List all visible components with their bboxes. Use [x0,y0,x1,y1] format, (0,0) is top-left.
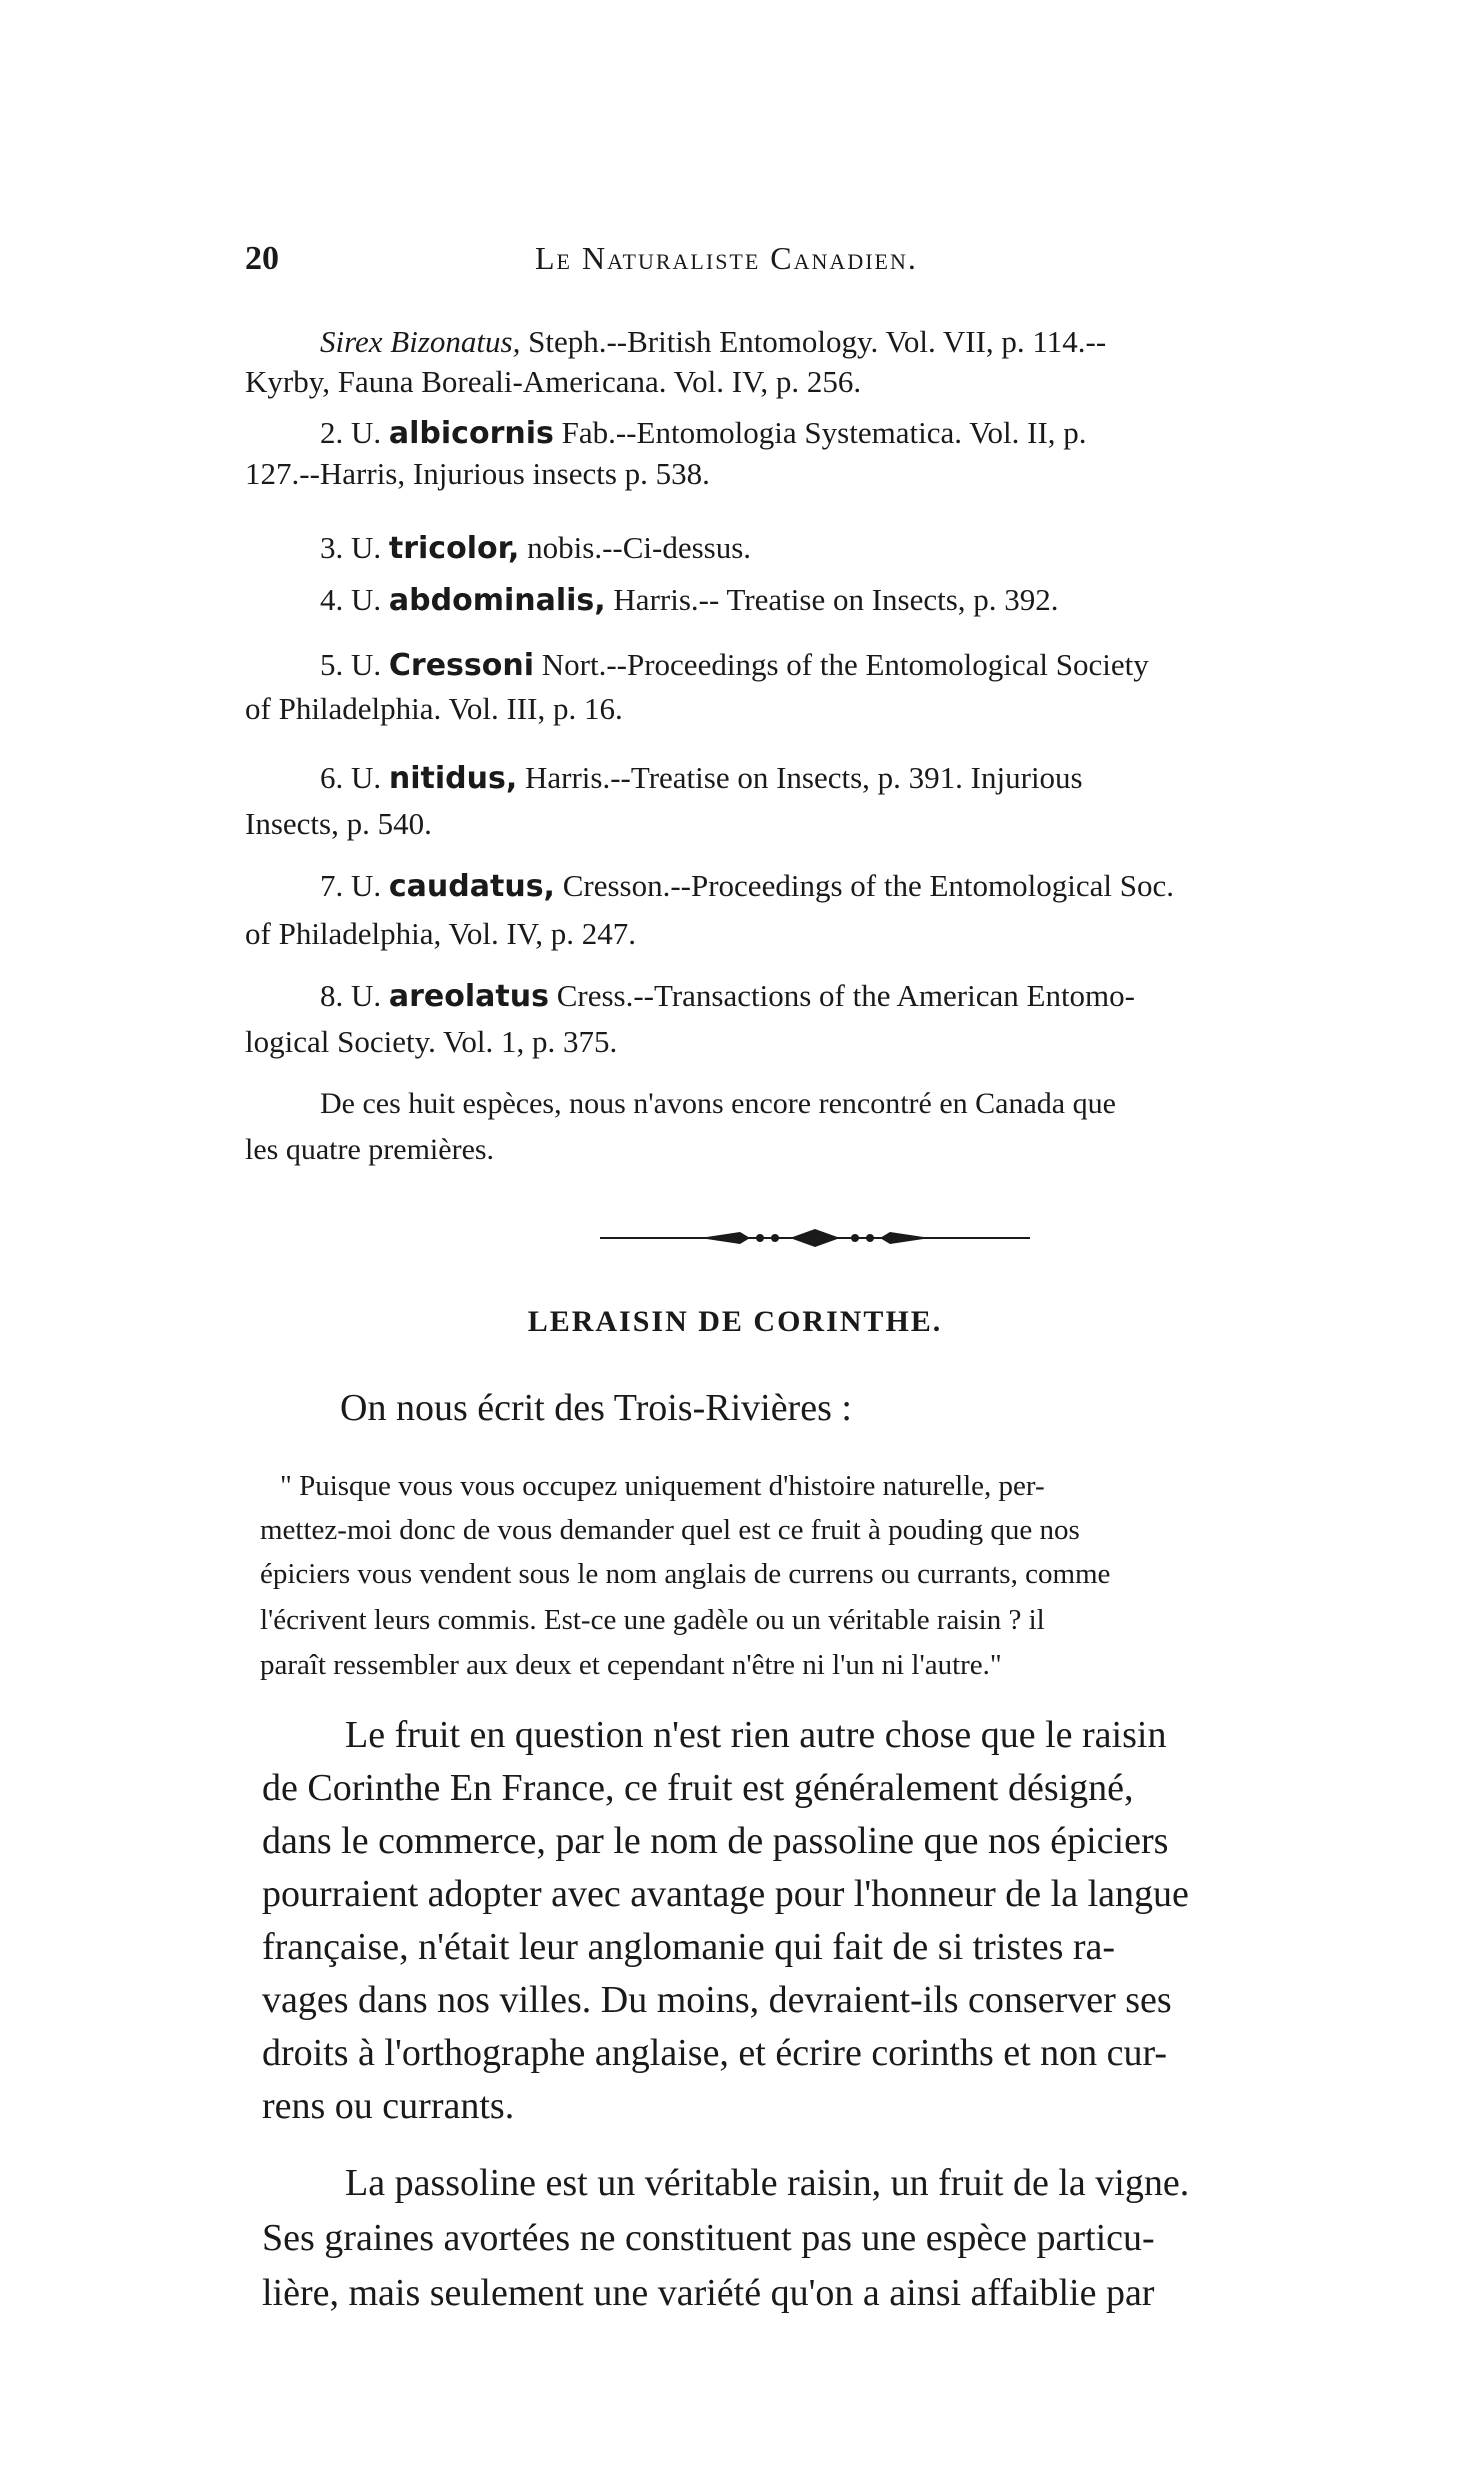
ornament-divider [600,1226,1030,1250]
closing-line: De ces huit espèces, nous n'avons encore rencontré en Canada que [320,1087,1116,1120]
paragraph-line: française, n'était leur anglomanie qui fait de si tristes ra- [262,1926,1116,1968]
reference-line: of Philadelphia. Vol. III, p. 16. [245,691,623,726]
running-title: Le Naturaliste Canadien. [535,240,918,276]
reference-line: 7. U. caudatus, Cresson.--Proceedings of the Entomological Soc. [320,868,1174,904]
paragraph-line: de Corinthe En France, ce fruit est généralement désigné, [262,1767,1134,1809]
reference-line: 6. U. nitidus, Harris.--Treatise on Insects, p. 391. Injurious [320,760,1083,796]
section-title: LERAISIN DE CORINTHE. [527,1305,943,1338]
reference-line: 5. U. Cressoni Nort.--Proceedings of the Entomological Society [320,647,1149,683]
paragraph-line: pourraient adopter avec avantage pour l'honneur de la langue [262,1873,1189,1915]
reference-line: 8. U. areolatus Cress.--Transactions of the American Entomo- [320,978,1135,1014]
paragraph-line: vages dans nos villes. Du moins, devraient-ils conserver ses [262,1979,1172,2021]
quote-line: épiciers vous vendent sous le nom anglais de currens ou currants, comme [260,1558,1111,1590]
paragraph-line: droits à l'orthographe anglaise, et écrire corinths et non cur- [262,2032,1168,2074]
reference-line: Kyrby, Fauna Boreali-Americana. Vol. IV, p. 256. [245,364,862,399]
paragraph-line: rens ou currants. [262,2085,515,2127]
quote-line: l'écrivent leurs commis. Est-ce une gadèle ou un véritable raisin ? il [260,1604,1045,1636]
intro-line: On nous écrit des Trois-Rivières : [340,1387,852,1429]
paragraph-line: La passoline est un véritable raisin, un fruit de la vigne. [345,2162,1190,2204]
paragraph-line: Ses graines avortées ne constituent pas une espèce particu- [262,2217,1155,2259]
page-header [245,240,1395,280]
paragraph-line: Le fruit en question n'est rien autre chose que le raisin [345,1714,1167,1756]
reference-line: 4. U. abdominalis, Harris.-- Treatise on Insects, p. 392. [320,582,1059,618]
paragraph-line: lière, mais seulement une variété qu'on a ainsi affaiblie par [262,2272,1155,2314]
quote-line: " Puisque vous vous occupez uniquement d'histoire naturelle, per- [280,1470,1045,1502]
quote-line: mettez-moi donc de vous demander quel est ce fruit à pouding que nos [260,1514,1080,1546]
quote-line: paraît ressembler aux deux et cependant n'être ni l'un ni l'autre." [260,1649,1002,1681]
reference-line: Sirex Bizonatus, Steph.--British Entomology. Vol. VII, p. 114.-- [320,324,1107,359]
reference-line: 2. U. albicornis Fab.--Entomologia Systematica. Vol. II, p. [320,415,1087,451]
reference-line: of Philadelphia, Vol. IV, p. 247. [245,916,636,951]
page-number: 20 [245,240,279,277]
reference-line: Insects, p. 540. [245,806,432,841]
paragraph-line: dans le commerce, par le nom de passoline que nos épiciers [262,1820,1169,1862]
reference-line: 127.--Harris, Injurious insects p. 538. [245,456,710,491]
reference-line: logical Society. Vol. 1, p. 375. [245,1024,618,1059]
closing-line: les quatre premières. [245,1133,495,1166]
reference-line: 3. U. tricolor, nobis.--Ci-dessus. [320,530,752,566]
